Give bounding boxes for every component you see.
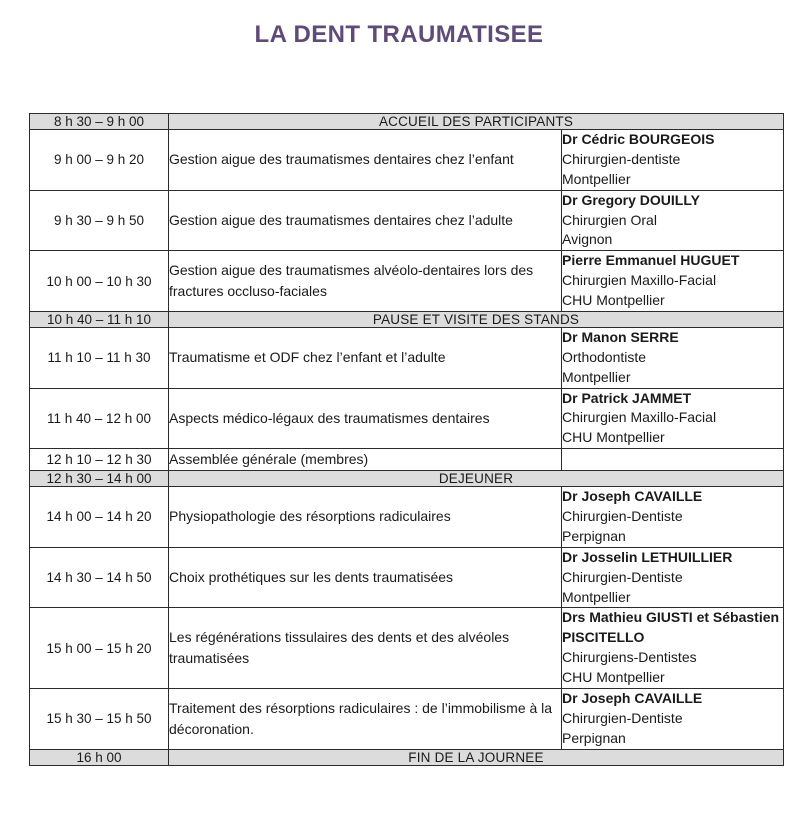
cell-banner-label: FIN DE LA JOURNEE	[169, 749, 784, 765]
table-row-banner	[30, 311, 784, 327]
speaker-role: Orthodontiste	[562, 348, 647, 365]
cell-time: 10 h 00 – 10 h 30	[30, 251, 169, 312]
cell-speaker	[562, 608, 784, 689]
cell-time: 12 h 30 – 14 h 00	[30, 471, 169, 487]
speaker-city: Montpellier	[562, 588, 631, 605]
cell-topic: Gestion aigue des traumatismes alvéolo-dentaires lors des fractures occluso-faciales	[169, 251, 562, 312]
table-row	[30, 251, 784, 312]
cell-speaker	[562, 449, 784, 471]
page-title: LA DENT TRAUMATISEE	[254, 21, 544, 48]
cell-topic: Choix prothétiques sur les dents traumatisées	[169, 547, 562, 608]
table-row	[30, 388, 784, 449]
cell-topic: Traitement des résorptions radiculaires : de l’immobilisme à la décoronation.	[169, 688, 562, 749]
cell-banner-label: ACCUEIL DES PARTICIPANTS	[169, 114, 784, 130]
speaker-name: Dr Josselin LETHUILLIER	[562, 548, 733, 565]
speaker-city: CHU Montpellier	[562, 292, 665, 308]
table-row	[30, 608, 784, 689]
table-row	[30, 327, 784, 388]
speaker-role: Chirurgien-Dentiste	[562, 568, 683, 585]
speaker-name: Pierre Emmanuel HUGUET	[562, 252, 740, 269]
speaker-name: Drs Mathieu GIUSTI et Sébastien PISCITELLO	[562, 609, 780, 646]
table-row	[30, 190, 784, 251]
cell-time: 11 h 10 – 11 h 30	[30, 327, 169, 388]
table-row-banner	[30, 471, 784, 487]
speaker-city: CHU Montpellier	[562, 669, 665, 685]
program-table-body	[30, 114, 784, 766]
cell-time: 15 h 00 – 15 h 20	[30, 608, 169, 689]
speaker-role: Chirurgiens-Dentistes	[562, 649, 697, 666]
speaker-role: Chirurgien-Dentiste	[562, 508, 683, 524]
cell-time: 10 h 40 – 11 h 10	[30, 311, 169, 327]
table-row-banner	[30, 749, 784, 765]
cell-time: 14 h 00 – 14 h 20	[30, 487, 169, 548]
speaker-name: Dr Joseph CAVAILLE	[562, 488, 703, 505]
speaker-role: Chirurgien Oral	[562, 211, 657, 228]
cell-time: 14 h 30 – 14 h 50	[30, 547, 169, 608]
cell-speaker	[562, 487, 784, 548]
cell-topic: Physiopathologie des résorptions radiculaires	[169, 487, 562, 548]
cell-time: 15 h 30 – 15 h 50	[30, 688, 169, 749]
cell-banner-label: DEJEUNER	[169, 471, 784, 487]
cell-topic: Gestion aigue des traumatismes dentaires chez l’adulte	[169, 190, 562, 251]
speaker-role: Chirurgien Maxillo-Facial	[562, 409, 717, 426]
speaker-city: Perpignan	[562, 729, 626, 746]
speaker-city: Montpellier	[562, 170, 631, 187]
cell-time: 9 h 30 – 9 h 50	[30, 190, 169, 251]
speaker-name: Dr Patrick JAMMET	[562, 389, 692, 406]
table-row	[30, 487, 784, 548]
cell-time: 8 h 30 – 9 h 00	[30, 114, 169, 130]
cell-speaker	[562, 251, 784, 312]
table-row-banner	[30, 114, 784, 130]
cell-time: 12 h 10 – 12 h 30	[30, 449, 169, 471]
cell-topic: Gestion aigue des traumatismes dentaires chez l’enfant	[169, 130, 562, 191]
cell-time: 16 h 00	[30, 749, 169, 765]
speaker-role: Chirurgien-Dentiste	[562, 709, 683, 726]
cell-speaker	[562, 388, 784, 449]
cell-time: 11 h 40 – 12 h 00	[30, 388, 169, 449]
cell-topic: Aspects médico-légaux des traumatismes dentaires	[169, 388, 562, 449]
cell-time: 9 h 00 – 9 h 20	[30, 130, 169, 191]
table-row	[30, 130, 784, 191]
speaker-city: Perpignan	[562, 527, 626, 544]
cell-speaker	[562, 688, 784, 749]
table-row	[30, 547, 784, 608]
table-row	[30, 449, 784, 471]
speaker-name: Dr Gregory DOUILLY	[562, 191, 700, 208]
speaker-role: Chirurgien-dentiste	[562, 150, 681, 167]
speaker-city: CHU Montpellier	[562, 429, 665, 446]
program-table-wrapper	[29, 113, 783, 766]
cell-speaker	[562, 130, 784, 191]
cell-banner-label: PAUSE ET VISITE DES STANDS	[169, 311, 784, 327]
speaker-role: Chirurgien Maxillo-Facial	[562, 272, 717, 289]
cell-topic: Assemblée générale (membres)	[169, 449, 562, 471]
speaker-name: Dr Manon SERRE	[562, 328, 679, 345]
speaker-name: Dr Joseph CAVAILLE	[562, 689, 703, 706]
cell-topic: Traumatisme et ODF chez l’enfant et l’adulte	[169, 327, 562, 388]
speaker-city: Avignon	[562, 231, 613, 248]
speaker-name: Dr Cédric BOURGEOIS	[562, 131, 715, 147]
speaker-city: Montpellier	[562, 368, 631, 385]
program-table	[29, 113, 784, 766]
cell-speaker	[562, 190, 784, 251]
cell-speaker	[562, 327, 784, 388]
table-row	[30, 688, 784, 749]
cell-topic: Les régénérations tissulaires des dents et des alvéoles traumatisées	[169, 608, 562, 689]
cell-speaker	[562, 547, 784, 608]
